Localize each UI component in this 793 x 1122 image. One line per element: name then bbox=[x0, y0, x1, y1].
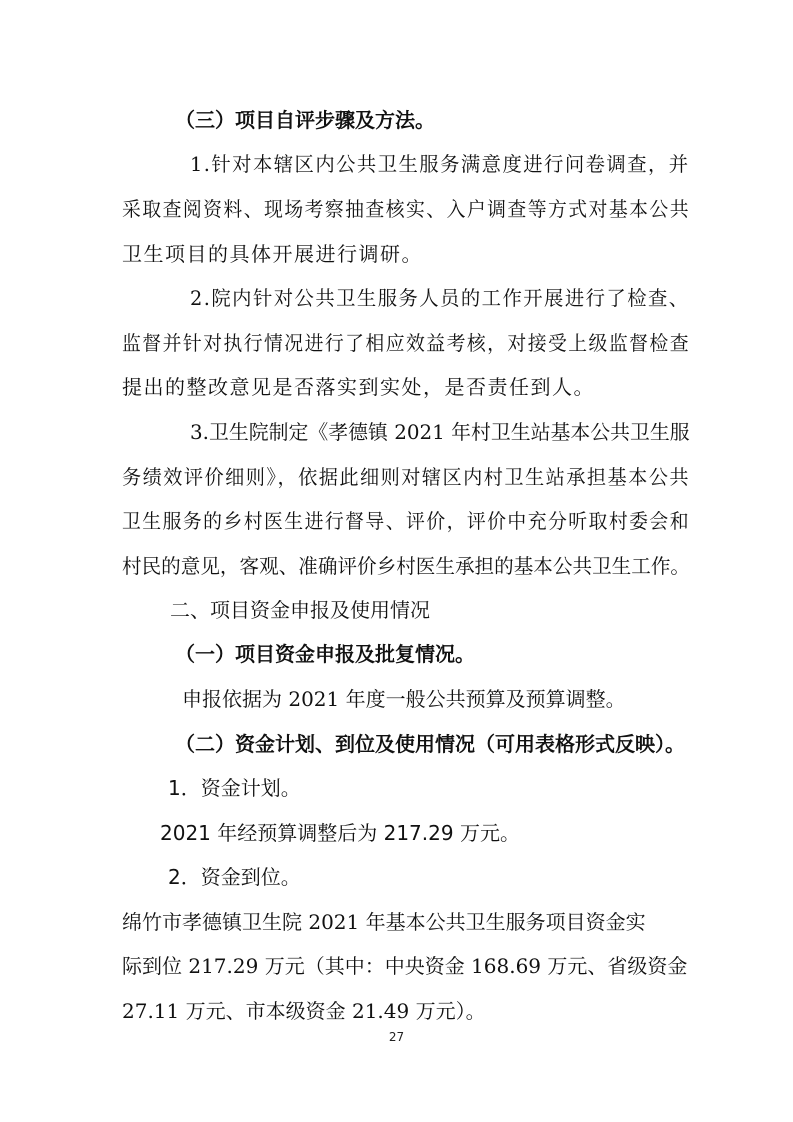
item-1-heading: 1．资金计划。 bbox=[168, 776, 301, 800]
paragraph-2-line-2: 监督并针对执行情况进行了相应效益考核，对接受上级监督检查 bbox=[122, 331, 690, 355]
page-number: 27 bbox=[388, 1030, 405, 1044]
item-2-text-line-3: 27.11 万元、市本级资金 21.49 万元）。 bbox=[122, 999, 486, 1023]
paragraph-1-line-1: 1.针对本辖区内公共卫生服务满意度进行问卷调查，并 bbox=[190, 152, 690, 176]
paragraph-3-line-3: 卫生服务的乡村医生进行督导、评价，评价中充分听取村委会和 bbox=[122, 509, 690, 533]
section-2-heading: 二、项目资金申报及使用情况 bbox=[170, 598, 430, 622]
paragraph-2-line-1: 2.院内针对公共卫生服务人员的工作开展进行了检查、 bbox=[190, 286, 690, 310]
item-2-heading: 2．资金到位。 bbox=[168, 865, 301, 889]
item-2-text-line-1: 绵竹市孝德镇卫生院 2021 年基本公共卫生服务项目资金实 bbox=[122, 910, 646, 934]
item-2-text-line-2: 际到位 217.29 万元（其中：中央资金 168.69 万元、省级资金 bbox=[122, 954, 688, 978]
subsection-1-heading: （一）项目资金申报及批复情况。 bbox=[175, 642, 475, 666]
paragraph-1-line-2: 采取查阅资料、现场考察抽查核实、入户调查等方式对基本公共 bbox=[122, 197, 690, 221]
paragraph-1-line-3: 卫生项目的具体开展进行调研。 bbox=[122, 242, 423, 266]
item-1-text: 2021 年经预算调整后为 217.29 万元。 bbox=[160, 821, 520, 845]
subsection-3-heading: （三）项目自评步骤及方法。 bbox=[175, 108, 435, 132]
paragraph-3-line-2: 务绩效评价细则》，依据此细则对辖区内村卫生站承担基本公共 bbox=[122, 465, 691, 489]
subsection-1-text: 申报依据为 2021 年度一般公共预算及预算调整。 bbox=[182, 687, 626, 711]
subsection-2-heading: （二）资金计划、到位及使用情况（可用表格形式反映）。 bbox=[175, 732, 685, 756]
paragraph-2-line-3: 提出的整改意见是否落实到实处，是否责任到人。 bbox=[122, 375, 595, 399]
paragraph-3-line-1: 3.卫生院制定《孝德镇 2021 年村卫生站基本公共卫生服 bbox=[190, 420, 690, 444]
paragraph-3-line-4: 村民的意见，客观、准确评价乡村医生承担的基本公共卫生工作。 bbox=[122, 554, 690, 578]
